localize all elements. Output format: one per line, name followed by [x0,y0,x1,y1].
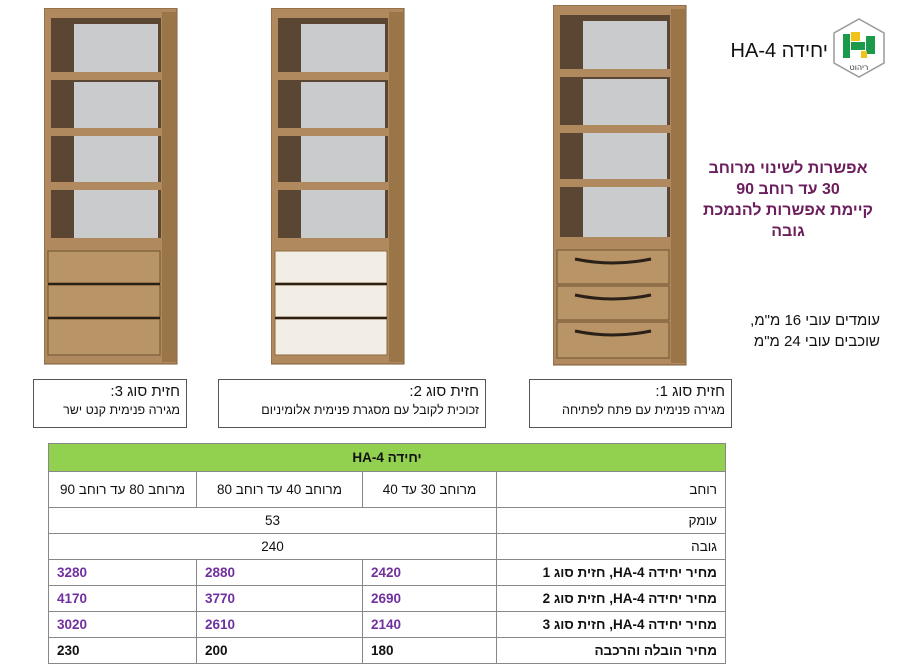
price-cell: 200 [197,638,363,664]
table-row [49,534,726,560]
note-line: 30 עד רוחב 90 [736,181,840,198]
price-table [48,443,726,664]
caption-type3 [33,379,187,428]
note-line: גובה [771,223,805,240]
table-cell: 53 [49,508,497,534]
table-row [49,612,726,638]
row-label: מחיר הובלה והרכבה [497,638,726,664]
price-cell: 3770 [197,586,363,612]
table-title: יחידה HA-4 [49,444,726,472]
price-cell: 3020 [49,612,197,638]
price-cell: 230 [49,638,197,664]
width-height-note [690,158,886,242]
table-cell: מרוחב 30 עד 40 [363,472,497,508]
caption-heading: חזית סוג 3: [110,383,180,400]
price-cell: 2610 [197,612,363,638]
thickness-note [690,310,880,352]
price-cell: 2420 [363,560,497,586]
caption-description: מגירה פנימית עם פתח לפתיחה [562,403,725,417]
svg-text:ריהוט: ריהוט [849,63,869,72]
caption-heading: חזית סוג 1: [655,383,725,400]
table-cell: מרוחב 40 עד רוחב 80 [197,472,363,508]
cabinet-type1-image [553,5,688,367]
note-line: קיימת אפשרות להנמכת [702,202,874,219]
row-label: רוחב [497,472,726,508]
row-label: גובה [497,534,726,560]
page-title: יחידה HA-4 [730,40,828,62]
table-header-row [49,444,726,472]
table-row [49,638,726,664]
caption-heading: חזית סוג 2: [409,383,479,400]
price-cell: 180 [363,638,497,664]
table-row [49,508,726,534]
price-cell: 2140 [363,612,497,638]
price-cell: 4170 [49,586,197,612]
row-label: עומק [497,508,726,534]
row-label: מחיר יחידה HA-4, חזית סוג 1 [497,560,726,586]
caption-description: מגירה פנימית קנט ישר [63,403,180,417]
cabinet-type2-image [271,8,406,366]
row-label: מחיר יחידה HA-4, חזית סוג 2 [497,586,726,612]
caption-type2 [218,379,486,428]
table-row [49,560,726,586]
price-cell: 2880 [197,560,363,586]
table-row [49,586,726,612]
thickness-line: שוכבים עובי 24 מ"מ [753,333,880,350]
table-row [49,472,726,508]
thickness-line: עומדים עובי 16 מ"מ, [750,312,880,329]
brand-logo [832,18,886,78]
cabinet-type3-image [44,8,179,366]
price-cell: 3280 [49,560,197,586]
table-cell: 240 [49,534,497,560]
table-cell: מרוחב 80 עד רוחב 90 [49,472,197,508]
row-label: מחיר יחידה HA-4, חזית סוג 3 [497,612,726,638]
caption-type1 [529,379,732,428]
note-line: אפשרות לשינוי מרוחב [708,160,868,177]
price-cell: 2690 [363,586,497,612]
caption-description: זכוכית לקובל עם מסגרת פנימית אלומיניום [261,403,479,417]
